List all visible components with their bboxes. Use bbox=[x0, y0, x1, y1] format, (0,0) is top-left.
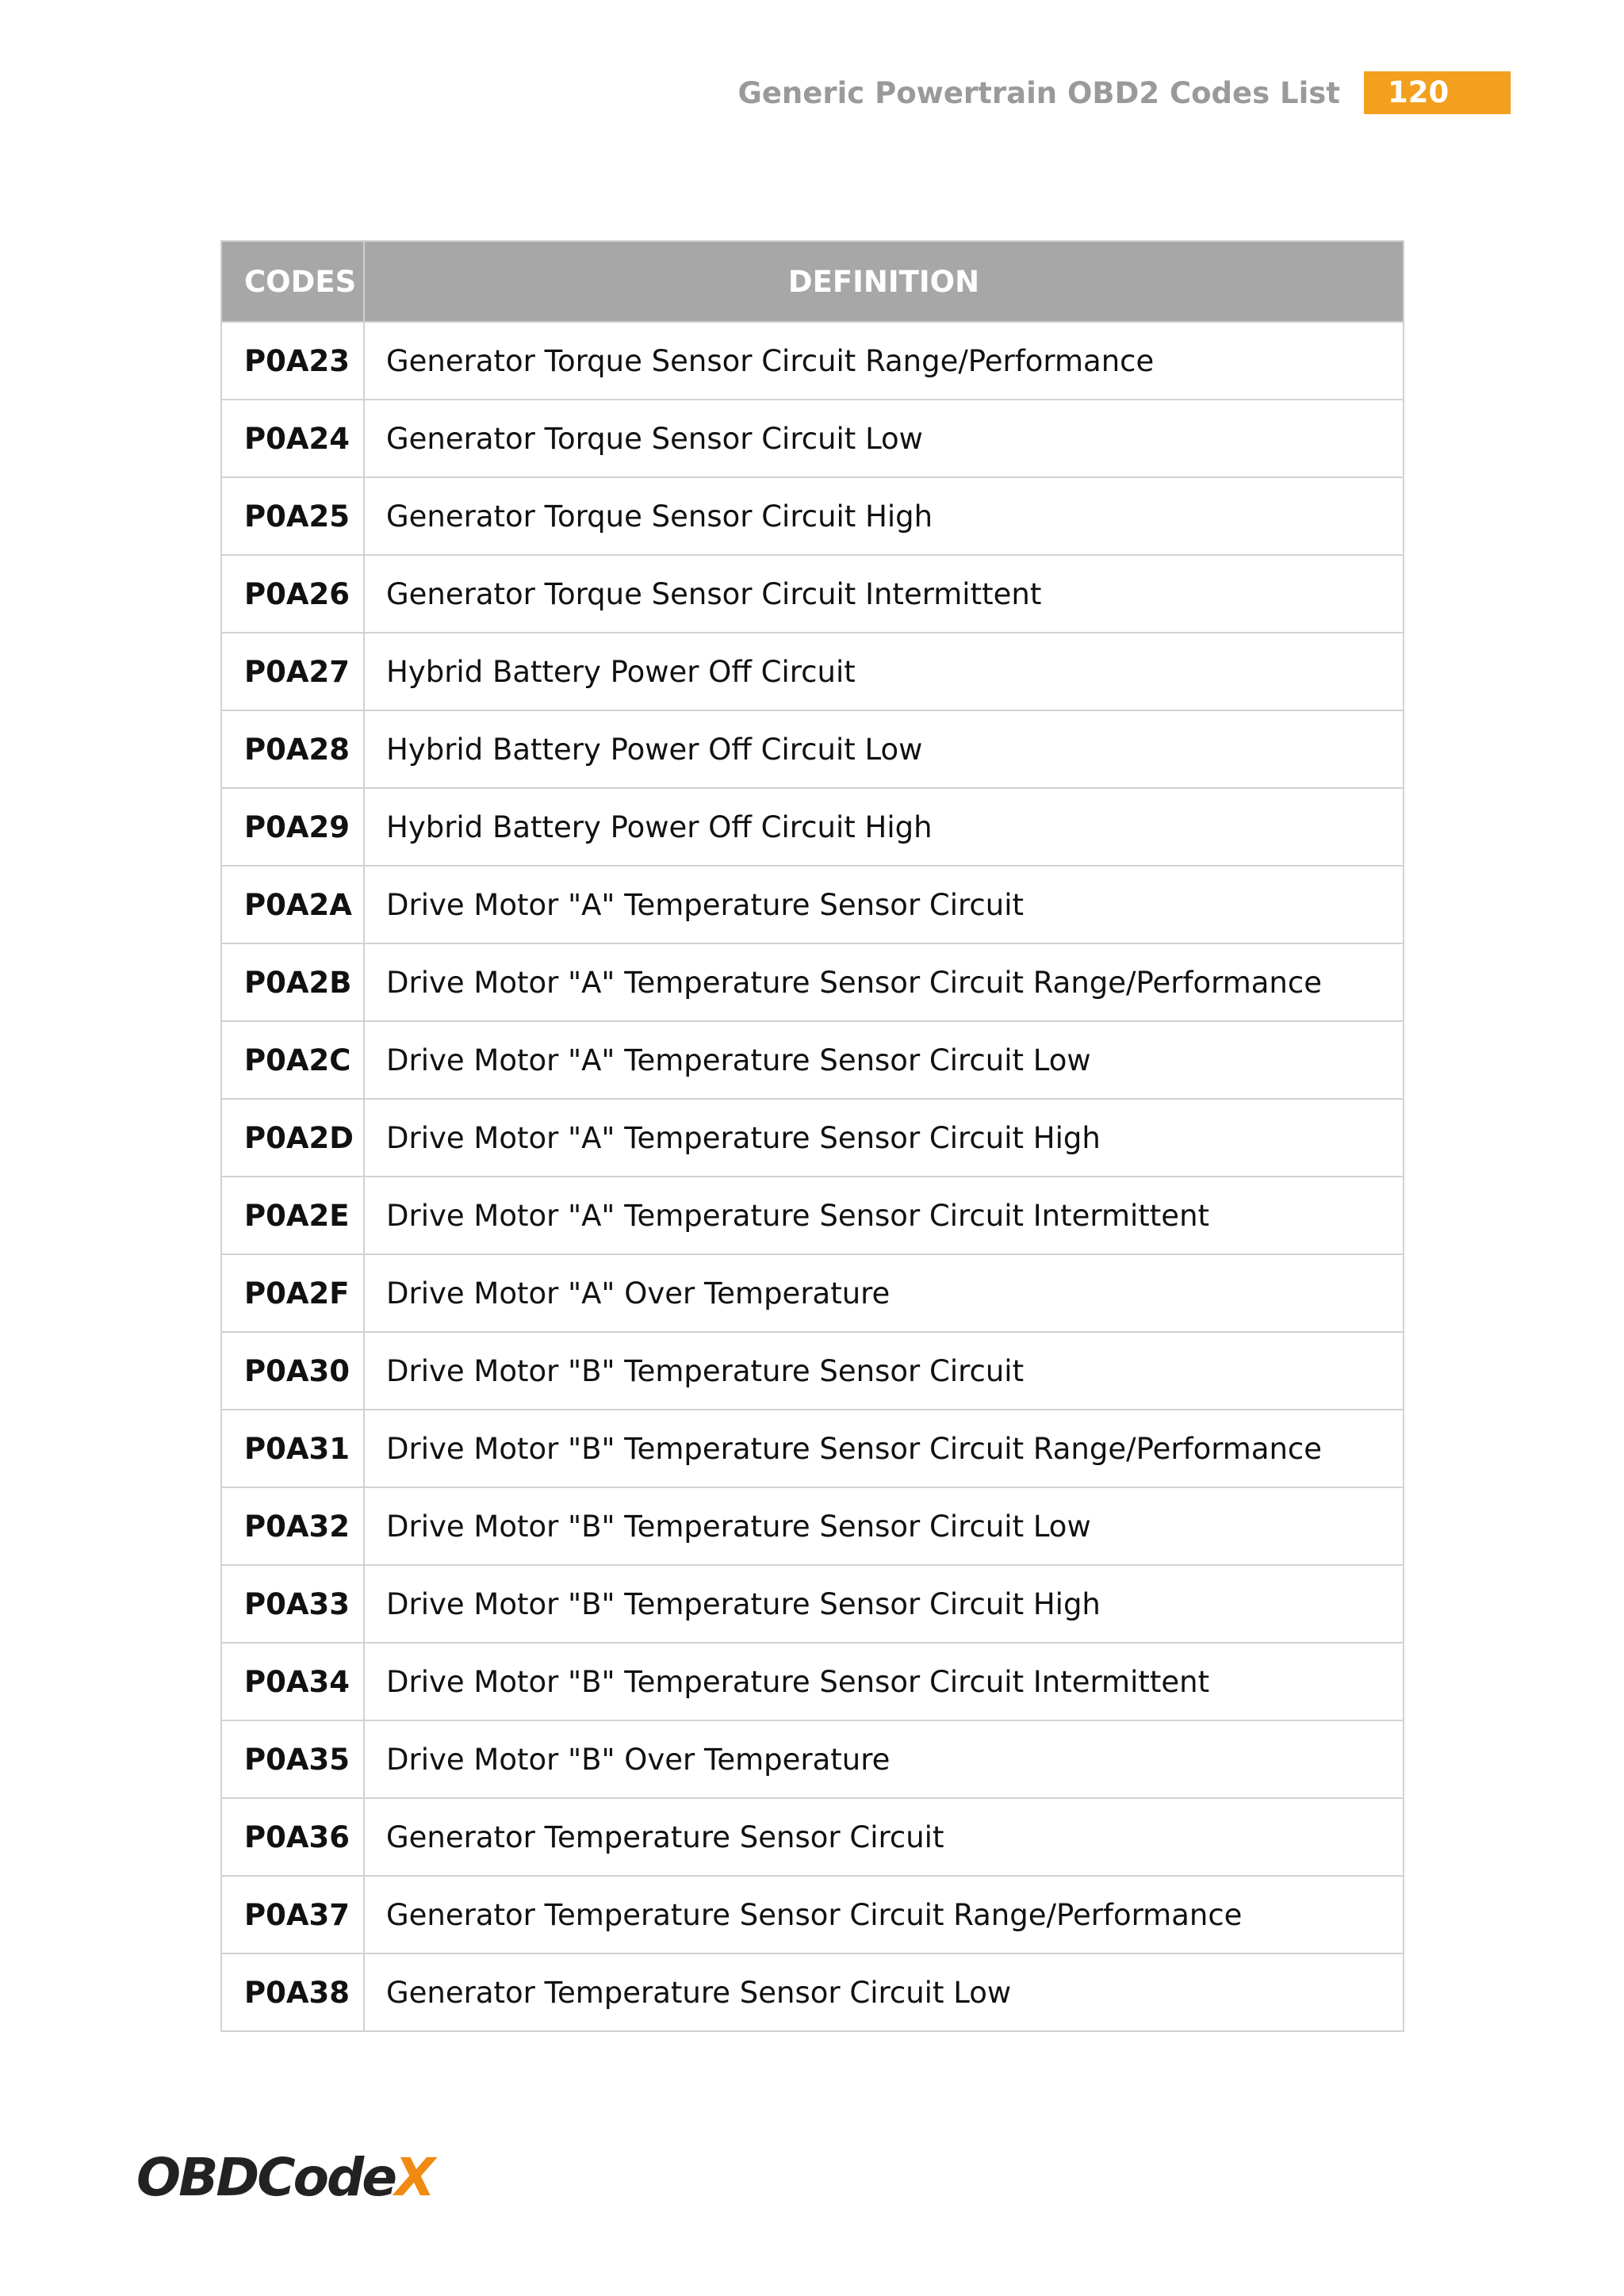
definition-cell: Drive Motor "A" Over Temperature bbox=[364, 1254, 1404, 1332]
table-header-row bbox=[221, 241, 1404, 322]
code-cell: P0A26 bbox=[221, 555, 364, 633]
table-row bbox=[221, 943, 1404, 1021]
definition-cell: Drive Motor "B" Temperature Sensor Circuit Range/Performance bbox=[364, 1410, 1404, 1487]
table-row bbox=[221, 400, 1404, 477]
code-cell: P0A2E bbox=[221, 1177, 364, 1254]
table-row bbox=[221, 788, 1404, 866]
code-cell: P0A34 bbox=[221, 1643, 364, 1720]
table-row bbox=[221, 1720, 1404, 1798]
definition-cell: Drive Motor "A" Temperature Sensor Circuit Low bbox=[364, 1021, 1404, 1099]
code-cell: P0A2F bbox=[221, 1254, 364, 1332]
code-cell: P0A31 bbox=[221, 1410, 364, 1487]
table-row bbox=[221, 633, 1404, 710]
page-number-badge: 120 bbox=[1364, 71, 1511, 114]
code-cell: P0A36 bbox=[221, 1798, 364, 1876]
table-row bbox=[221, 1798, 1404, 1876]
definition-cell: Generator Temperature Sensor Circuit Range/Performance bbox=[364, 1876, 1404, 1954]
code-cell: P0A2A bbox=[221, 866, 364, 943]
table-row bbox=[221, 1332, 1404, 1410]
definition-cell: Drive Motor "A" Temperature Sensor Circuit bbox=[364, 866, 1404, 943]
definition-cell: Drive Motor "A" Temperature Sensor Circuit High bbox=[364, 1099, 1404, 1177]
table-row bbox=[221, 1954, 1404, 2031]
code-cell: P0A2B bbox=[221, 943, 364, 1021]
logo-accent-text: X bbox=[394, 2147, 433, 2208]
definition-cell: Hybrid Battery Power Off Circuit High bbox=[364, 788, 1404, 866]
code-cell: P0A27 bbox=[221, 633, 364, 710]
definition-cell: Drive Motor "B" Temperature Sensor Circuit bbox=[364, 1332, 1404, 1410]
code-cell: P0A2D bbox=[221, 1099, 364, 1177]
table-row bbox=[221, 710, 1404, 788]
code-cell: P0A35 bbox=[221, 1720, 364, 1798]
definition-cell: Generator Torque Sensor Circuit Low bbox=[364, 400, 1404, 477]
table-row bbox=[221, 866, 1404, 943]
code-cell: P0A30 bbox=[221, 1332, 364, 1410]
table-row bbox=[221, 477, 1404, 555]
table-row bbox=[221, 1876, 1404, 1954]
table-row bbox=[221, 1410, 1404, 1487]
table-header bbox=[221, 241, 1404, 322]
table-row bbox=[221, 322, 1404, 400]
definition-cell: Hybrid Battery Power Off Circuit Low bbox=[364, 710, 1404, 788]
definition-cell: Drive Motor "B" Over Temperature bbox=[364, 1720, 1404, 1798]
definition-cell: Drive Motor "B" Temperature Sensor Circuit High bbox=[364, 1565, 1404, 1643]
document-title: Generic Powertrain OBD2 Codes List bbox=[737, 76, 1340, 110]
code-cell: P0A32 bbox=[221, 1487, 364, 1565]
table-body bbox=[221, 322, 1404, 2031]
table-row bbox=[221, 1021, 1404, 1099]
table-row bbox=[221, 1565, 1404, 1643]
definition-cell: Drive Motor "A" Temperature Sensor Circuit Intermittent bbox=[364, 1177, 1404, 1254]
page-header bbox=[0, 71, 1624, 114]
obdcodex-logo bbox=[136, 2147, 433, 2208]
column-header-definition: DEFINITION bbox=[364, 241, 1404, 322]
definition-cell: Generator Torque Sensor Circuit Intermittent bbox=[364, 555, 1404, 633]
table-row bbox=[221, 1099, 1404, 1177]
code-cell: P0A23 bbox=[221, 322, 364, 400]
code-cell: P0A2C bbox=[221, 1021, 364, 1099]
definition-cell: Drive Motor "A" Temperature Sensor Circuit Range/Performance bbox=[364, 943, 1404, 1021]
code-cell: P0A28 bbox=[221, 710, 364, 788]
table-row bbox=[221, 1487, 1404, 1565]
definition-cell: Drive Motor "B" Temperature Sensor Circuit Low bbox=[364, 1487, 1404, 1565]
table-row bbox=[221, 1643, 1404, 1720]
definition-cell: Hybrid Battery Power Off Circuit bbox=[364, 633, 1404, 710]
code-cell: P0A24 bbox=[221, 400, 364, 477]
definition-cell: Generator Torque Sensor Circuit High bbox=[364, 477, 1404, 555]
code-cell: P0A29 bbox=[221, 788, 364, 866]
codes-table bbox=[220, 240, 1404, 2032]
code-cell: P0A25 bbox=[221, 477, 364, 555]
table-row bbox=[221, 1254, 1404, 1332]
definition-cell: Drive Motor "B" Temperature Sensor Circuit Intermittent bbox=[364, 1643, 1404, 1720]
table-row bbox=[221, 555, 1404, 633]
definition-cell: Generator Temperature Sensor Circuit bbox=[364, 1798, 1404, 1876]
code-cell: P0A38 bbox=[221, 1954, 364, 2031]
definition-cell: Generator Temperature Sensor Circuit Low bbox=[364, 1954, 1404, 2031]
table-row bbox=[221, 1177, 1404, 1254]
column-header-codes: CODES bbox=[221, 241, 364, 322]
definition-cell: Generator Torque Sensor Circuit Range/Performance bbox=[364, 322, 1404, 400]
code-cell: P0A33 bbox=[221, 1565, 364, 1643]
logo-main-text: OBDCode bbox=[136, 2147, 395, 2208]
code-cell: P0A37 bbox=[221, 1876, 364, 1954]
